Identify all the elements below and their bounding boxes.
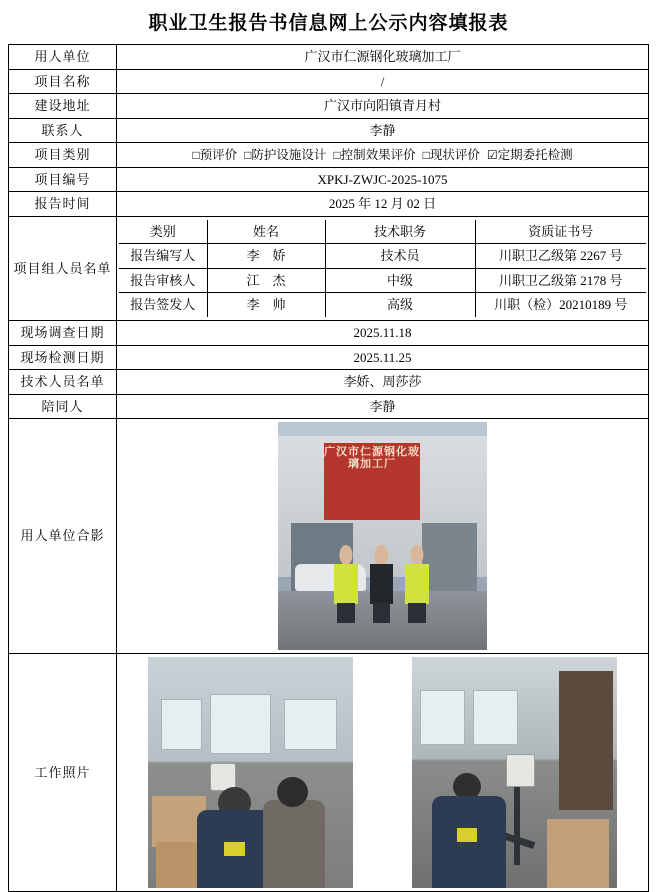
work-photo-left-image <box>148 657 353 888</box>
escort-label: 陪同人 <box>9 394 117 419</box>
table-row <box>119 268 646 293</box>
work-photo-cell <box>117 654 649 892</box>
photo-person-coat <box>370 564 394 604</box>
photo-person-legs <box>337 603 355 623</box>
project-no-label: 项目编号 <box>9 167 117 192</box>
employer-value: 广汉市仁源钢化玻璃加工厂 <box>117 45 649 70</box>
group-photo-label: 用人单位合影 <box>9 419 117 654</box>
table-row <box>119 293 646 317</box>
report-time-value: 2025 年 12 月 02 日 <box>117 192 649 217</box>
checkbox-icon[interactable]: □ <box>192 147 200 162</box>
team-table-header-row <box>119 220 646 244</box>
photo-person-legs <box>373 603 391 623</box>
table-row-escort <box>9 394 649 419</box>
table-row-site <box>9 94 649 119</box>
category-option-1-label: 防护设施设计 <box>251 147 327 162</box>
team-header-1: 姓名 <box>207 220 325 244</box>
escort-value: 李静 <box>117 394 649 419</box>
category-value <box>117 143 649 168</box>
photo-window <box>473 690 518 745</box>
contact-value: 李静 <box>117 118 649 143</box>
table-row-work-photo <box>9 654 649 892</box>
contact-label: 联系人 <box>9 118 117 143</box>
checkbox-icon[interactable]: □ <box>333 147 341 162</box>
photo-person-vest <box>334 564 358 604</box>
category-option-0[interactable] <box>192 147 237 164</box>
category-option-3-label: 现状评价 <box>429 147 480 162</box>
site-value: 广汉市向阳镇青月村 <box>117 94 649 119</box>
work-photo-label: 工作照片 <box>9 654 117 892</box>
team-table <box>119 220 646 317</box>
survey-date-label: 现场调查日期 <box>9 321 117 346</box>
table-row-contact <box>9 118 649 143</box>
team-row-2-title: 高级 <box>325 293 475 317</box>
team-row-0-role: 报告编写人 <box>119 244 207 269</box>
photo-window <box>284 699 337 750</box>
category-option-1[interactable] <box>244 147 326 164</box>
checkbox-checked-icon[interactable]: ☑ <box>486 147 498 162</box>
site-label: 建设地址 <box>9 94 117 119</box>
team-row-0-title: 技术员 <box>325 244 475 269</box>
team-row-1-role: 报告审核人 <box>119 268 207 293</box>
table-row-test-date <box>9 345 649 370</box>
team-table-cell <box>117 216 649 320</box>
photo-carton <box>547 819 609 888</box>
table-row-survey-date <box>9 321 649 346</box>
category-option-3[interactable] <box>423 147 480 164</box>
team-row-2-cert: 川职（检）20210189 号 <box>475 293 646 317</box>
photo-person-center <box>366 545 397 623</box>
category-label: 项目类别 <box>9 143 117 168</box>
team-row-0-name: 李 娇 <box>207 244 325 269</box>
work-photo-wrap <box>119 657 646 888</box>
photo-person-head <box>410 545 423 565</box>
photo-person-vest <box>405 564 429 604</box>
category-option-2-label: 控制效果评价 <box>340 147 416 162</box>
photo-window <box>210 694 272 754</box>
photo-person-legs <box>408 603 426 623</box>
photo-person-left <box>330 545 361 623</box>
table-row-report-time <box>9 192 649 217</box>
employer-label: 用人单位 <box>9 45 117 70</box>
tech-staff-label: 技术人员名单 <box>9 370 117 395</box>
table-row-project-name <box>9 69 649 94</box>
photo-tripod <box>514 787 520 866</box>
category-option-2[interactable] <box>333 147 415 164</box>
table-row-tech-staff <box>9 370 649 395</box>
team-header-0: 类别 <box>119 220 207 244</box>
photo-person-head <box>375 545 388 565</box>
project-name-value: / <box>117 69 649 94</box>
photo-factory-sign: 广汉市仁源钢化玻璃加工厂 <box>324 443 420 521</box>
photo-person-head <box>339 545 352 565</box>
photo-worker-badge <box>457 828 478 842</box>
team-header-3: 资质证书号 <box>475 220 646 244</box>
project-name-label: 项目名称 <box>9 69 117 94</box>
checkbox-icon[interactable]: □ <box>422 147 430 162</box>
photo-window <box>161 699 202 750</box>
category-options <box>119 147 646 164</box>
project-no-value: XPKJ-ZWJC-2025-1075 <box>117 167 649 192</box>
photo-second-person <box>263 800 325 888</box>
report-time-label: 报告时间 <box>9 192 117 217</box>
photo-person-right <box>401 545 432 623</box>
photo-machine <box>559 671 612 810</box>
report-table <box>8 44 649 892</box>
survey-date-value: 2025.11.18 <box>117 321 649 346</box>
work-photo-right-image <box>412 657 617 888</box>
team-header-2: 技术职务 <box>325 220 475 244</box>
checkbox-icon[interactable]: □ <box>244 147 252 162</box>
category-option-0-label: 预评价 <box>199 147 238 162</box>
team-row-2-role: 报告签发人 <box>119 293 207 317</box>
team-label: 项目组人员名单 <box>9 216 117 320</box>
team-row-1-cert: 川职卫乙级第 2178 号 <box>475 268 646 293</box>
test-date-value: 2025.11.25 <box>117 345 649 370</box>
tech-staff-value: 李娇、周莎莎 <box>117 370 649 395</box>
group-photo-wrap <box>119 422 646 650</box>
table-row-employer <box>9 45 649 70</box>
group-photo-cell <box>117 419 649 654</box>
table-row-group-photo <box>9 419 649 654</box>
category-option-4-label: 定期委托检测 <box>497 147 573 162</box>
table-row-category <box>9 143 649 168</box>
photo-worker-badge <box>224 842 245 856</box>
table-row <box>119 244 646 269</box>
team-row-1-title: 中级 <box>325 268 475 293</box>
test-date-label: 现场检测日期 <box>9 345 117 370</box>
group-photo-image <box>278 422 487 650</box>
photo-window <box>420 690 465 745</box>
table-row-project-no <box>9 167 649 192</box>
table-row-team <box>9 216 649 320</box>
team-row-2-name: 李 帅 <box>207 293 325 317</box>
team-row-1-name: 江 杰 <box>207 268 325 293</box>
page-title: 职业卫生报告书信息网上公示内容填报表 <box>148 13 509 34</box>
team-row-0-cert: 川职卫乙级第 2267 号 <box>475 244 646 269</box>
photo-detector-device <box>506 754 535 786</box>
category-option-4[interactable] <box>487 147 573 164</box>
